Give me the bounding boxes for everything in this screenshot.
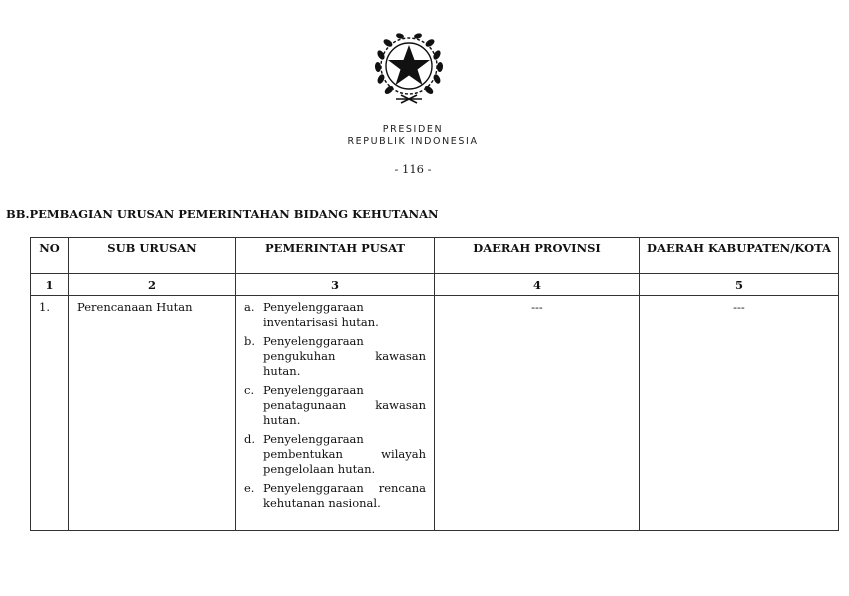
row-sub-urusan: Perencanaan Hutan [69, 296, 236, 531]
column-number: 3 [236, 274, 435, 296]
column-number-row [31, 274, 839, 296]
table-row [31, 296, 839, 531]
list-item [244, 300, 426, 330]
section-title: BB.PEMBAGIAN URUSAN PEMERINTAHAN BIDANG KEHUTANAN [6, 207, 439, 221]
header-republik: REPUBLIK INDONESIA [347, 136, 479, 147]
list-item-label: d. [244, 432, 256, 446]
row-no: 1. [31, 296, 69, 531]
list-item-text: Penyelenggaraan pengukuhan kawasan hutan. [263, 334, 426, 378]
list-item-text: Penyelenggaraan inventarisasi hutan. [263, 300, 379, 329]
list-item-label: e. [244, 481, 255, 495]
page-number: - 116 - [394, 162, 432, 176]
row-daerah-kabupaten: --- [640, 296, 839, 531]
list-item-text: Penyelenggaraan rencana kehutanan nasional. [263, 481, 426, 510]
list-item [244, 432, 426, 477]
table-header-row [31, 238, 839, 274]
column-header-pemerintah-pusat: PEMERINTAH PUSAT [236, 238, 435, 274]
column-header-daerah-kabupaten-kota: DAERAH KABUPATEN/KOTA [640, 238, 839, 274]
list-item-text: Penyelenggaraan pembentukan wilayah pengelolaan hutan. [263, 432, 426, 476]
column-number: 5 [640, 274, 839, 296]
list-item [244, 481, 426, 511]
column-header-no: NO [31, 238, 69, 274]
column-header-sub-urusan: SUB URUSAN [69, 238, 236, 274]
list-item-label: b. [244, 334, 256, 348]
column-number: 2 [69, 274, 236, 296]
row-pemerintah-pusat [236, 296, 435, 531]
list-item-label: c. [244, 383, 255, 397]
list-item [244, 383, 426, 428]
urusan-table [30, 237, 839, 531]
list-item-text: Penyelenggaraan penatagunaan kawasan hutan. [263, 383, 426, 427]
garuda-star-emblem-icon [368, 27, 450, 107]
list-item [244, 334, 426, 379]
header-presiden: PRESIDEN [382, 124, 444, 135]
column-number: 1 [31, 274, 69, 296]
column-header-daerah-provinsi: DAERAH PROVINSI [435, 238, 640, 274]
column-number: 4 [435, 274, 640, 296]
row-daerah-provinsi: --- [435, 296, 640, 531]
list-item-label: a. [244, 300, 255, 314]
